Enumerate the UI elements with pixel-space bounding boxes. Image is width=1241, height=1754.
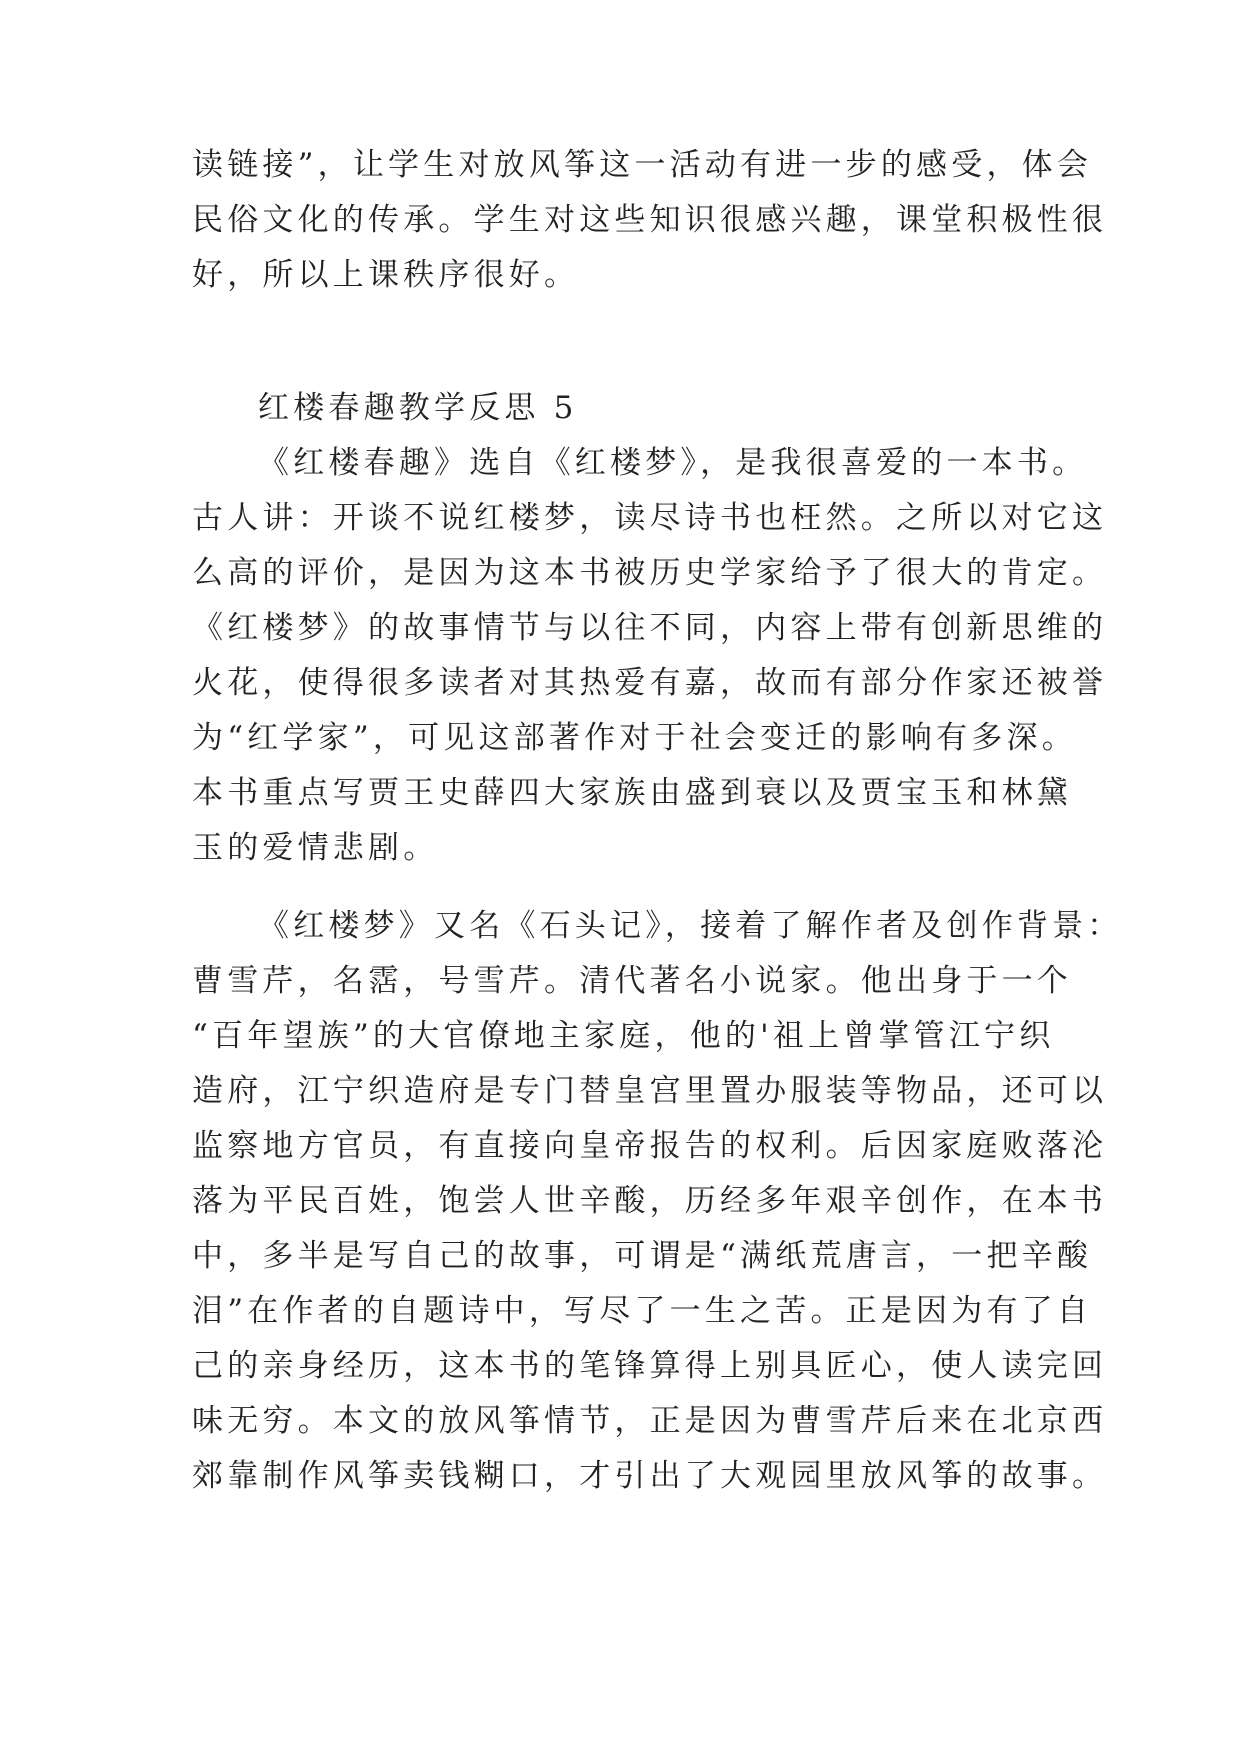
text-line: 郊靠制作风筝卖钱糊口，才引出了大观园里放风筝的故事。 — [192, 1458, 1108, 1494]
text-line: 《红楼梦》的故事情节与以往不同，内容上带有创新思维的 — [192, 610, 1108, 646]
text-line: 中，多半是写自己的故事，可谓是“满纸荒唐言，一把辛酸 — [192, 1238, 1093, 1274]
text-line: 为“红学家”，可见这部著作对于社会变迁的影响有多深。 — [192, 720, 1077, 756]
text-line: 曹雪芹，名霑，号雪芹。清代著名小说家。他出身于一个 — [192, 963, 1072, 999]
text-line: 味无穷。本文的放风筝情节，正是因为曹雪芹后来在北京西 — [192, 1403, 1108, 1439]
text-line: 古人讲：开谈不说红楼梦，读尽诗书也枉然。之所以对它这 — [192, 500, 1108, 536]
text-line: 火花，使得很多读者对其热爱有嘉，故而有部分作家还被誉 — [192, 665, 1108, 701]
text-line: 好，所以上课秩序很好。 — [192, 257, 580, 293]
text-line: 本书重点写贾王史薛四大家族由盛到衰以及贾宝玉和林黛 — [192, 775, 1072, 811]
text-line: 《红楼春趣》选自《红楼梦》，是我很喜爱的一本书。 — [258, 445, 1088, 481]
text-line: 民俗文化的传承。学生对这些知识很感兴趣，课堂积极性很 — [192, 202, 1108, 238]
text-line: 《红楼梦》又名《石头记》，接着了解作者及创作背景： — [258, 908, 1123, 944]
text-line: 读链接”，让学生对放风筝这一活动有进一步的感受，体会 — [192, 147, 1093, 183]
text-line: 己的亲身经历，这本书的笔锋算得上别具匠心，使人读完回 — [192, 1348, 1108, 1384]
text-line: 监察地方官员，有直接向皇帝报告的权利。后因家庭败落沦 — [192, 1128, 1108, 1164]
section-heading: 红楼春趣教学反思 5 — [258, 390, 578, 426]
text-line: 落为平民百姓，饱尝人世辛酸，历经多年艰辛创作，在本书 — [192, 1183, 1108, 1219]
text-line: 么高的评价，是因为这本书被历史学家给予了很大的肯定。 — [192, 555, 1108, 591]
text-line: 造府，江宁织造府是专门替皇宫里置办服装等物品，还可以 — [192, 1073, 1108, 1109]
text-line: 泪”在作者的自题诗中，写尽了一生之苦。正是因为有了自 — [192, 1293, 1093, 1329]
text-line: “百年望族”的大官僚地主家庭，他的'祖上曾掌管江宁织 — [192, 1018, 1055, 1054]
text-line: 玉的爱情悲剧。 — [192, 830, 439, 866]
